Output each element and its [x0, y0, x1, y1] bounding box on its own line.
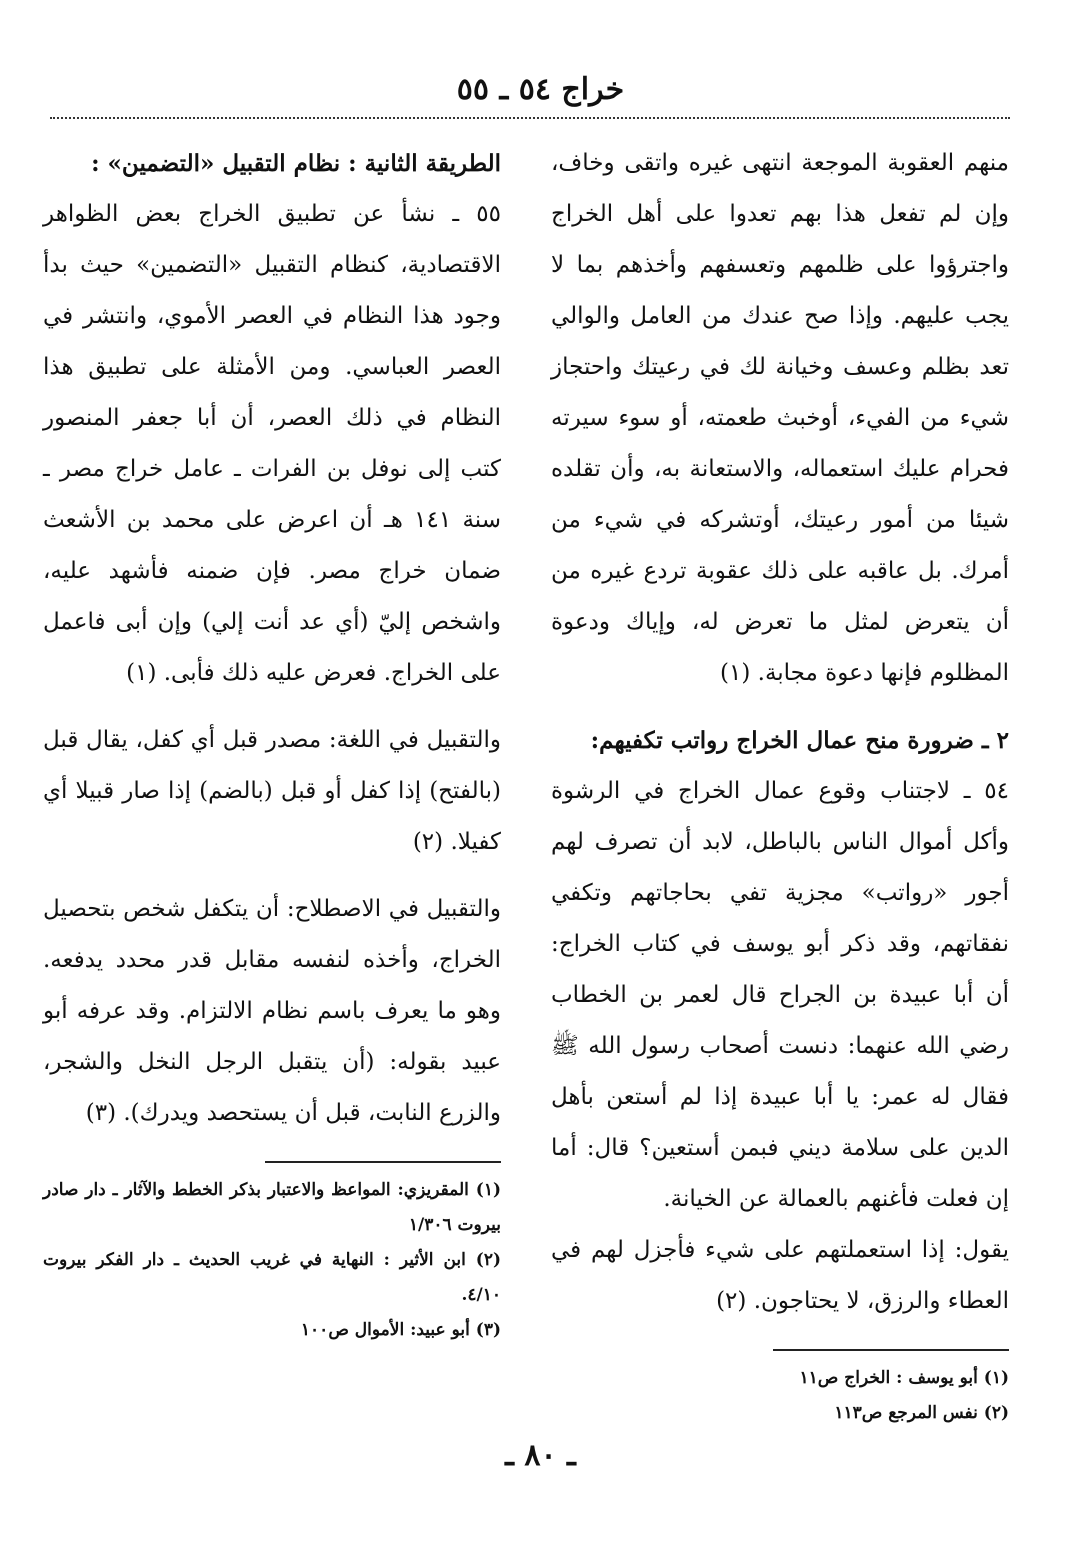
paragraph-technical-definition: والتقبيل في الاصطلاح: أن يتكفل شخص بتحصيل الخراج، وأخذه لنفسه مقابل قدر محدد يدفعه. وهو ما يعرف باسم نظام الالتزام. وقد عرفه أبو عبيد بقوله: (أن يتقبل الرجل النخل والشجر، والزرع النابت، قبل أن يستحصد ويدرك). (٣) [43, 896, 501, 1126]
paragraph-quote: يقول: إذا استعملتهم على شيء فأجزل لهم في العطاء والرزق، لا يحتاجون. (٢) [551, 1237, 1009, 1314]
left-column [43, 138, 501, 1348]
paragraph-54: ٥٤ ـ لاجتناب وقوع عمال الخراج في الرشوة وأكل أموال الناس بالباطل، لابد أن تصرف لهم أجور «رواتب» مجزية تفي بحاجاتهم وتكفي نفقاتهم، وقد ذكر أبو يوسف في كتاب الخراج: أن أبا عبيدة بن الجراح قال لعمر بن الخطاب رضي الله عنهما: دنست أصحاب رسول الله ﷺ فقال له عمر: يا أبا عبيدة إذا لم أستعن بأهل الدين على سلامة ديني فبمن أستعين؟ قال: أما إن فعلت فأغنهم بالعمالة عن الخيانة. [551, 778, 1009, 1212]
paragraph-55: ٥٥ ـ نشأ عن تطبيق الخراج بعض الظواهر الاقتصادية، كنظام التقبيل «التضمين» حيث بدأ وجود هذا النظام في العصر الأموي، وانتشر في العصر العباسي. ومن الأمثلة على تطبيق هذا النظام في ذلك العصر، أن أبا جعفر المنصور كتب إلى نوفل بن الفرات ـ عامل خراج مصر ـ سنة ١٤١ هـ أن اعرض على محمد بن الأشعث ضمان خراج مصر. فإن ضمنه فأشهد عليه، واشخص إليّ (أي عد أنت إلي) وإن أبى فاعمل على الخراج. فعرض عليه ذلك فأبى. (١) [43, 201, 501, 686]
footnotes-right [551, 1361, 1009, 1431]
header-dotted-rule [50, 117, 1010, 119]
paragraph-continued: منهم العقوبة الموجعة انتهى غيره واتقى وخاف، وإن لم تفعل هذا بهم تعدوا على أهل الخراج واجترؤوا على ظلمهم وتعسفهم وأخذهم بما لا يجب عليهم. وإذا صح عندك من العامل والوالي تعد بظلم وعسف وخيانة لك في رعيتك واحتجاز شيء من الفيء، أوخبث طعمته، أو سوء سيرته فحرام عليك استعماله، والاستعانة به، وأن تقلده شيئا من أمور رعيتك، أوتشركه في شيء من أمرك. بل عاقبه على ذلك عقوبة تردع غيره من أن يتعرض لمثل ما تعرض له، وإياك ودعوة المظلوم فإنها دعوة مجابة. (١) [551, 150, 1009, 686]
footnote-rule [265, 1161, 501, 1163]
section-heading-2: ٢ ـ ضرورة منح عمال الخراج رواتب تكفيهم: [590, 727, 1009, 754]
footnote-2: (٢) ابن الأثير : النهاية في غريب الحديث ـ دار الفكر بيروت ٤/١٠. [43, 1250, 501, 1305]
paragraph-linguistic-definition: والتقبيل في اللغة: مصدر قبل أي كفل، يقال قبل (بالفتح) إذا كفل أو قبل (بالضم) إذا صار قبيلا أي كفيلا. (٢) [43, 727, 501, 855]
footnote-1: (١) أبو يوسف : الخراج ص١١ [799, 1368, 1009, 1388]
running-header: خراج ٥٤ ـ ٥٥ [456, 72, 625, 107]
footnote-3: (٣) أبو عبيد: الأموال ص١٠٠ [300, 1320, 501, 1340]
footnote-1: (١) المقريزي: المواعظ والاعتبار بذكر الخطط والآثار ـ دار صادر بيروت ١/٣٠٦ [43, 1180, 501, 1235]
footnotes-left [43, 1173, 501, 1348]
right-column [551, 138, 1009, 1431]
footnote-rule [773, 1349, 1009, 1351]
page-number: ـ ٨٠ ـ [505, 1438, 576, 1473]
section-heading-method-2: الطريقة الثانية : نظام التقبيل «التضمين» : [91, 150, 501, 177]
footnote-2: (٢) نفس المرجع ص١١٣ [834, 1403, 1009, 1423]
